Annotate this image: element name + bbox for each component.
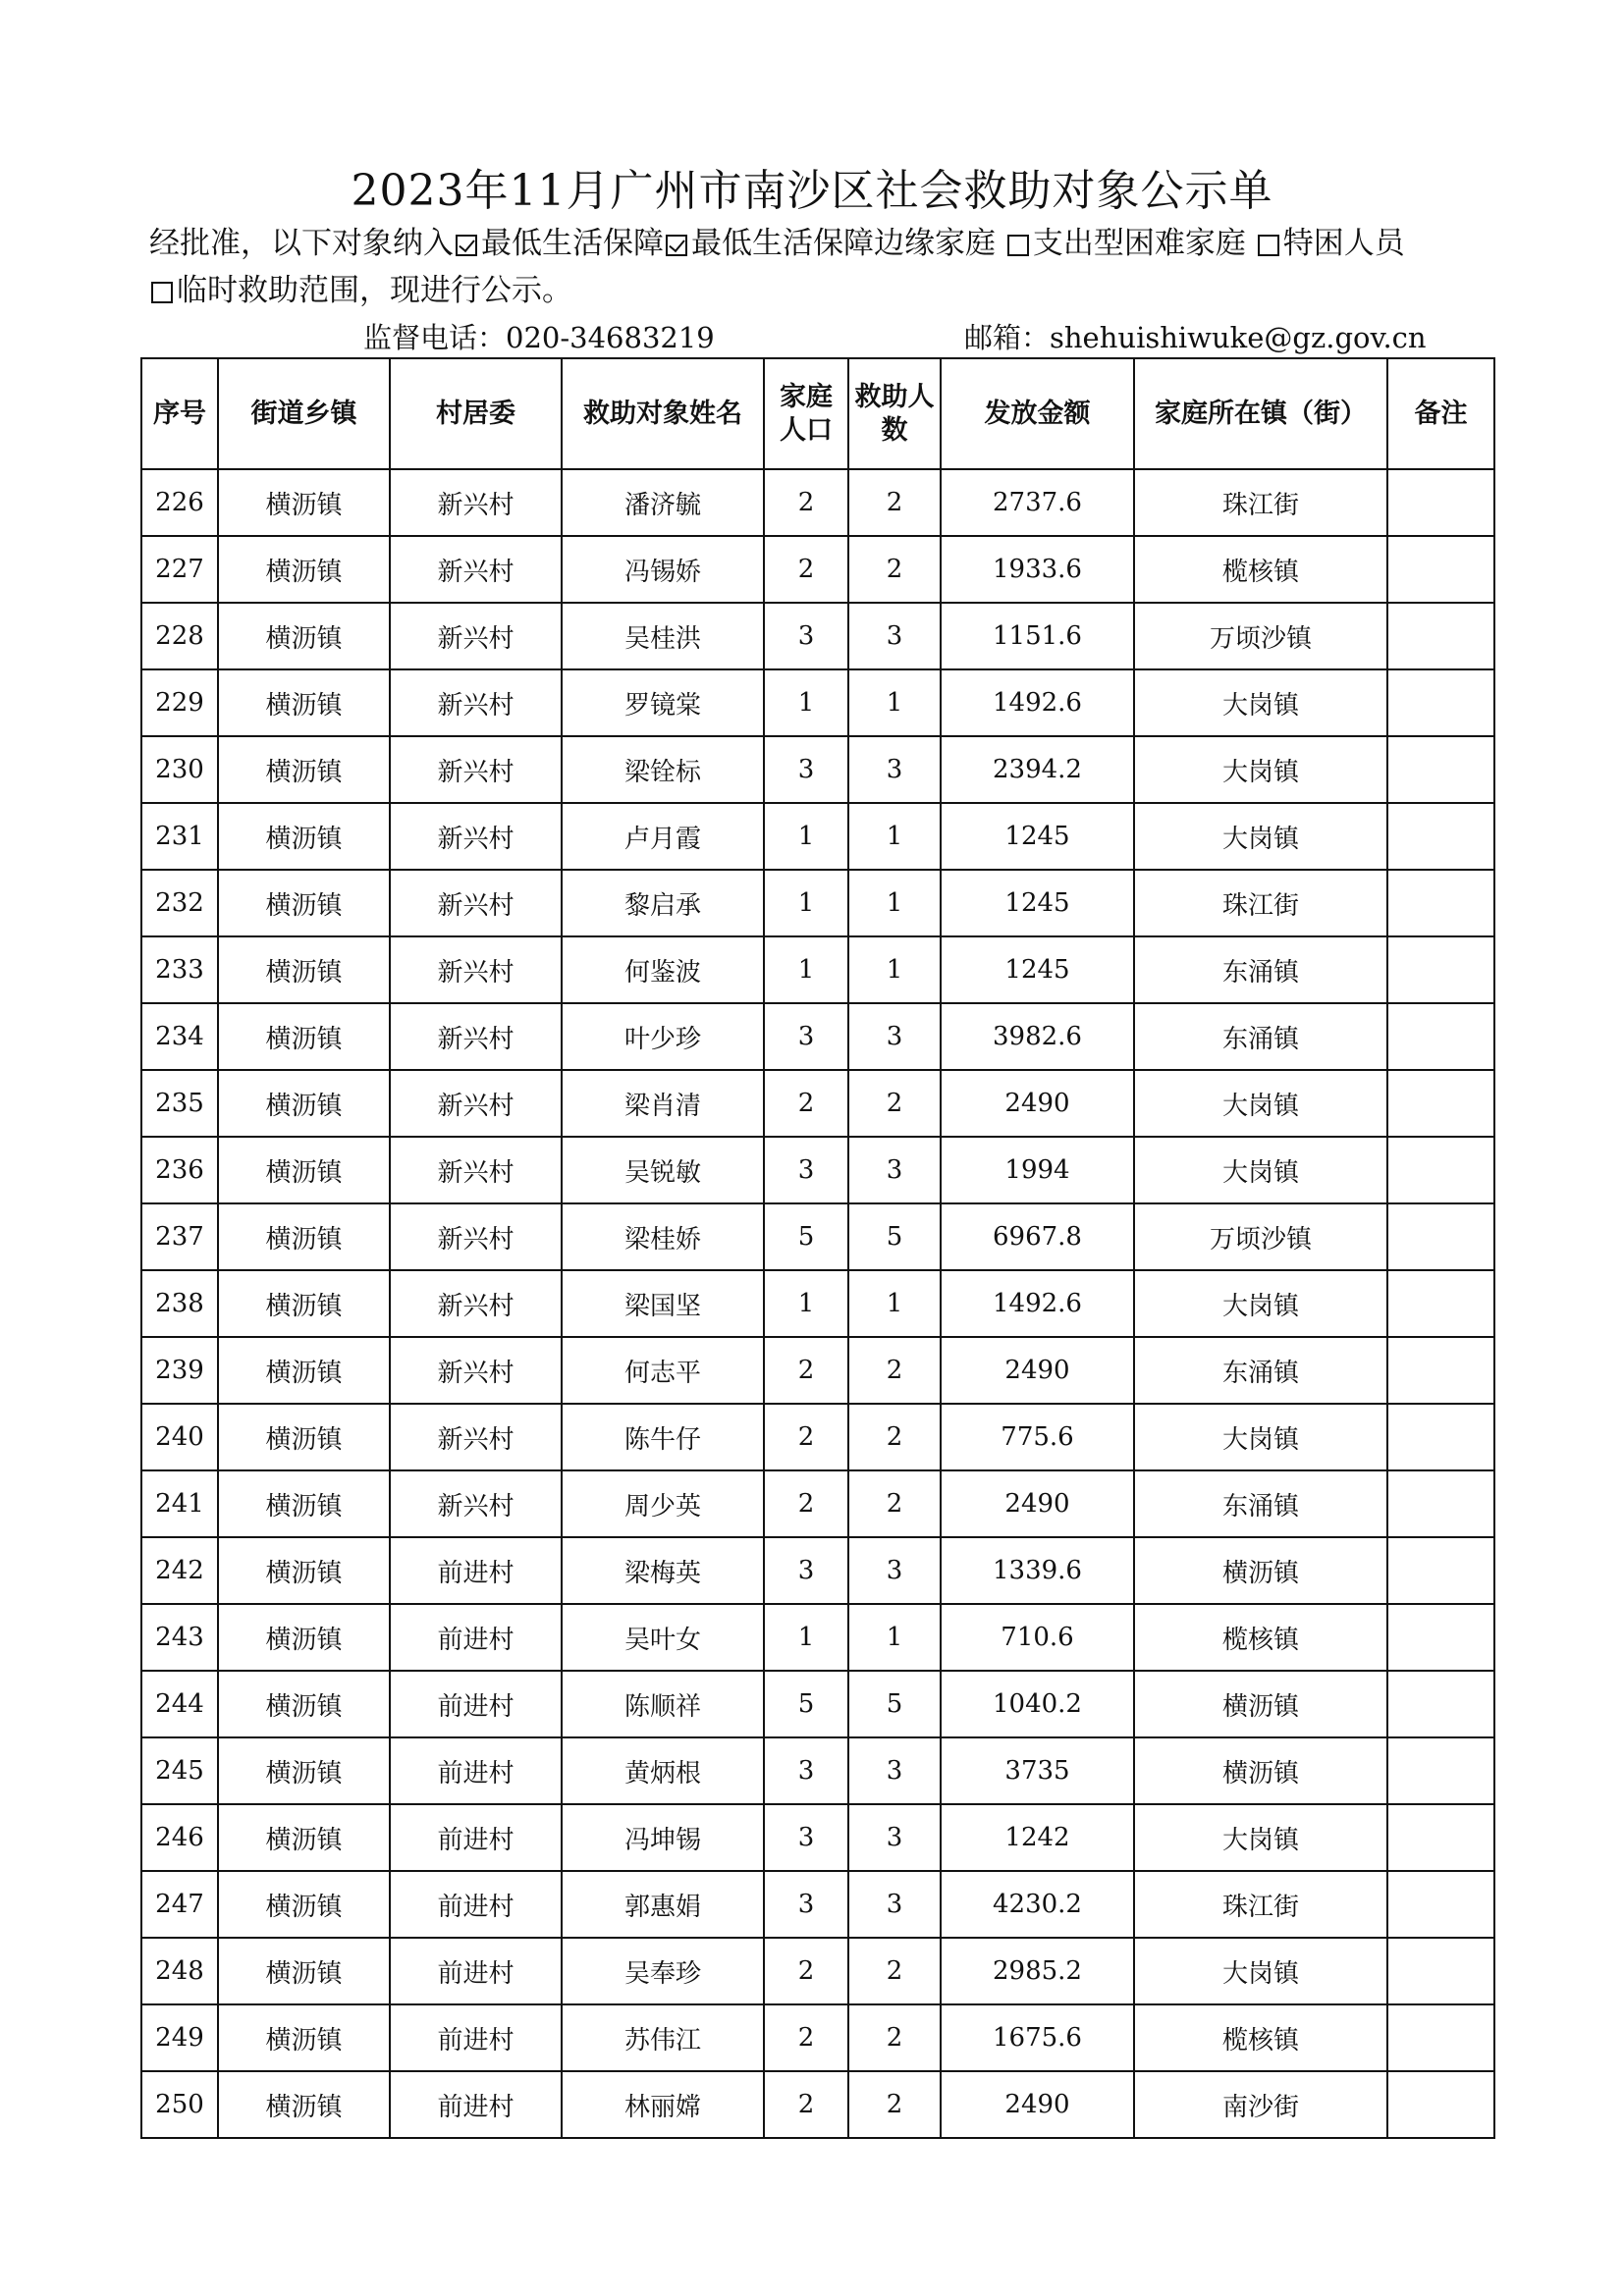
cell-subdistrict: 横沥镇	[218, 1737, 390, 1804]
cell-home-town: 南沙街	[1134, 2071, 1387, 2138]
cell-household-size: 3	[764, 1737, 848, 1804]
table-row	[141, 803, 1494, 870]
cell-village: 新兴村	[390, 603, 562, 669]
cell-village: 前进村	[390, 1871, 562, 1938]
cell-aided-count: 5	[848, 1203, 941, 1270]
cell-recipient-name: 黄炳根	[562, 1737, 764, 1804]
cell-aided-count: 1	[848, 1270, 941, 1337]
cell-home-town: 榄核镇	[1134, 536, 1387, 603]
cell-subdistrict: 横沥镇	[218, 469, 390, 536]
cell-home-town: 大岗镇	[1134, 669, 1387, 736]
cell-household-size: 2	[764, 469, 848, 536]
cell-amount: 1994	[941, 1137, 1134, 1203]
cell-subdistrict: 横沥镇	[218, 803, 390, 870]
cell-serial: 247	[141, 1871, 218, 1938]
cell-serial: 231	[141, 803, 218, 870]
cell-home-town: 榄核镇	[1134, 2004, 1387, 2071]
cell-village: 前进村	[390, 1737, 562, 1804]
cell-amount: 1933.6	[941, 536, 1134, 603]
table-row	[141, 1270, 1494, 1337]
supervision-phone: 监督电话：020-34683219	[363, 321, 715, 354]
cell-serial: 243	[141, 1604, 218, 1671]
option-label: 最低生活保障	[481, 226, 664, 261]
cell-village: 新兴村	[390, 1003, 562, 1070]
cell-village: 前进村	[390, 1938, 562, 2004]
cell-amount: 2490	[941, 1470, 1134, 1537]
cell-home-town: 东涌镇	[1134, 1003, 1387, 1070]
cell-aided-count: 1	[848, 669, 941, 736]
cell-amount: 1151.6	[941, 603, 1134, 669]
table-row	[141, 669, 1494, 736]
cell-household-size: 2	[764, 1404, 848, 1470]
cell-remarks	[1387, 1404, 1494, 1470]
cell-remarks	[1387, 736, 1494, 803]
cell-recipient-name: 叶少珍	[562, 1003, 764, 1070]
cell-subdistrict: 横沥镇	[218, 870, 390, 936]
cell-home-town: 万顷沙镇	[1134, 603, 1387, 669]
table-row	[141, 1003, 1494, 1070]
table-row	[141, 936, 1494, 1003]
cell-household-size: 2	[764, 1070, 848, 1137]
cell-home-town: 东涌镇	[1134, 936, 1387, 1003]
table-header-row	[141, 358, 1494, 469]
cell-amount: 1242	[941, 1804, 1134, 1871]
checkbox-icon	[1007, 235, 1029, 256]
cell-aided-count: 1	[848, 936, 941, 1003]
cell-amount: 2394.2	[941, 736, 1134, 803]
cell-amount: 710.6	[941, 1604, 1134, 1671]
cell-village: 新兴村	[390, 1337, 562, 1404]
header-serial: 序号	[141, 358, 218, 469]
cell-recipient-name: 周少英	[562, 1470, 764, 1537]
cell-serial: 227	[141, 536, 218, 603]
cell-aided-count: 2	[848, 2071, 941, 2138]
cell-subdistrict: 横沥镇	[218, 536, 390, 603]
cell-village: 新兴村	[390, 1270, 562, 1337]
cell-amount: 1492.6	[941, 669, 1134, 736]
option-label: 最低生活保障边缘家庭	[691, 226, 996, 261]
cell-recipient-name: 林丽嫦	[562, 2071, 764, 2138]
cell-household-size: 2	[764, 1938, 848, 2004]
cell-household-size: 5	[764, 1203, 848, 1270]
cell-household-size: 3	[764, 1537, 848, 1604]
cell-household-size: 2	[764, 2004, 848, 2071]
cell-household-size: 3	[764, 1137, 848, 1203]
cell-village: 新兴村	[390, 1404, 562, 1470]
cell-recipient-name: 潘济毓	[562, 469, 764, 536]
cell-aided-count: 2	[848, 1070, 941, 1137]
cell-remarks	[1387, 1604, 1494, 1671]
table-row	[141, 736, 1494, 803]
table-row	[141, 1203, 1494, 1270]
cell-aided-count: 1	[848, 870, 941, 936]
cell-recipient-name: 郭惠娟	[562, 1871, 764, 1938]
cell-subdistrict: 横沥镇	[218, 1938, 390, 2004]
cell-village: 新兴村	[390, 1470, 562, 1537]
contact-email: 邮箱：shehuishiwuke@gz.gov.cn	[964, 321, 1427, 354]
cell-household-size: 3	[764, 603, 848, 669]
cell-remarks	[1387, 1137, 1494, 1203]
cell-amount: 3735	[941, 1737, 1134, 1804]
cell-amount: 1245	[941, 870, 1134, 936]
cell-subdistrict: 横沥镇	[218, 1404, 390, 1470]
cell-recipient-name: 陈牛仔	[562, 1404, 764, 1470]
header-recipient-name: 救助对象姓名	[562, 358, 764, 469]
cell-recipient-name: 吴锐敏	[562, 1137, 764, 1203]
cell-aided-count: 2	[848, 2004, 941, 2071]
cell-subdistrict: 横沥镇	[218, 1137, 390, 1203]
cell-amount: 2490	[941, 1070, 1134, 1137]
cell-subdistrict: 横沥镇	[218, 1671, 390, 1737]
cell-aided-count: 2	[848, 1337, 941, 1404]
cell-village: 前进村	[390, 1537, 562, 1604]
cell-home-town: 大岗镇	[1134, 1137, 1387, 1203]
table-row	[141, 2071, 1494, 2138]
cell-serial: 226	[141, 469, 218, 536]
cell-aided-count: 2	[848, 536, 941, 603]
cell-subdistrict: 横沥镇	[218, 2071, 390, 2138]
cell-aided-count: 2	[848, 1404, 941, 1470]
cell-remarks	[1387, 1671, 1494, 1737]
cell-serial: 228	[141, 603, 218, 669]
table-row	[141, 1470, 1494, 1537]
cell-remarks	[1387, 2004, 1494, 2071]
cell-home-town: 大岗镇	[1134, 803, 1387, 870]
cell-subdistrict: 横沥镇	[218, 1871, 390, 1938]
header-subdistrict: 街道乡镇	[218, 358, 390, 469]
cell-home-town: 大岗镇	[1134, 1804, 1387, 1871]
cell-recipient-name: 梁铨标	[562, 736, 764, 803]
cell-serial: 241	[141, 1470, 218, 1537]
cell-remarks	[1387, 803, 1494, 870]
cell-aided-count: 3	[848, 1737, 941, 1804]
cell-village: 新兴村	[390, 536, 562, 603]
table-row	[141, 1070, 1494, 1137]
cell-serial: 245	[141, 1737, 218, 1804]
cell-household-size: 3	[764, 1804, 848, 1871]
page-title: 2023年11月广州市南沙区社会救助对象公示单	[351, 166, 1273, 216]
table-row	[141, 1137, 1494, 1203]
cell-village: 前进村	[390, 1604, 562, 1671]
option-label: 特困人员	[1282, 226, 1405, 261]
cell-home-town: 榄核镇	[1134, 1604, 1387, 1671]
intro-lead: 经批准，以下对象纳入	[149, 226, 454, 261]
cell-subdistrict: 横沥镇	[218, 1604, 390, 1671]
cell-household-size: 3	[764, 736, 848, 803]
cell-recipient-name: 吴叶女	[562, 1604, 764, 1671]
cell-aided-count: 2	[848, 469, 941, 536]
cell-village: 前进村	[390, 2071, 562, 2138]
table-row	[141, 1737, 1494, 1804]
cell-home-town: 东涌镇	[1134, 1470, 1387, 1537]
header-village: 村居委	[390, 358, 562, 469]
cell-serial: 238	[141, 1270, 218, 1337]
aid-recipients-table	[140, 357, 1495, 2139]
cell-home-town: 大岗镇	[1134, 1270, 1387, 1337]
cell-recipient-name: 吴桂洪	[562, 603, 764, 669]
cell-remarks	[1387, 1070, 1494, 1137]
cell-home-town: 万顷沙镇	[1134, 1203, 1387, 1270]
cell-subdistrict: 横沥镇	[218, 1470, 390, 1537]
cell-village: 新兴村	[390, 469, 562, 536]
cell-village: 新兴村	[390, 870, 562, 936]
cell-remarks	[1387, 1537, 1494, 1604]
cell-remarks	[1387, 536, 1494, 603]
cell-remarks	[1387, 2071, 1494, 2138]
cell-recipient-name: 黎启承	[562, 870, 764, 936]
table-row	[141, 1404, 1494, 1470]
cell-recipient-name: 梁桂娇	[562, 1203, 764, 1270]
cell-serial: 234	[141, 1003, 218, 1070]
cell-serial: 239	[141, 1337, 218, 1404]
checkbox-icon	[1258, 235, 1279, 256]
cell-household-size: 2	[764, 1470, 848, 1537]
header-home-town: 家庭所在镇（街）	[1134, 358, 1387, 469]
table-row	[141, 1537, 1494, 1604]
cell-aided-count: 1	[848, 1604, 941, 1671]
cell-amount: 775.6	[941, 1404, 1134, 1470]
cell-household-size: 1	[764, 936, 848, 1003]
cell-village: 新兴村	[390, 1203, 562, 1270]
cell-recipient-name: 罗镜棠	[562, 669, 764, 736]
cell-serial: 230	[141, 736, 218, 803]
cell-serial: 240	[141, 1404, 218, 1470]
cell-home-town: 东涌镇	[1134, 1337, 1387, 1404]
table-row	[141, 1938, 1494, 2004]
cell-amount: 1040.2	[941, 1671, 1134, 1737]
cell-recipient-name: 梁肖清	[562, 1070, 764, 1137]
cell-subdistrict: 横沥镇	[218, 1003, 390, 1070]
cell-home-town: 横沥镇	[1134, 1671, 1387, 1737]
cell-household-size: 1	[764, 669, 848, 736]
intro-tail: ，现进行公示。	[359, 273, 572, 308]
cell-remarks	[1387, 1203, 1494, 1270]
cell-recipient-name: 卢月霞	[562, 803, 764, 870]
cell-recipient-name: 陈顺祥	[562, 1671, 764, 1737]
cell-recipient-name: 梁国坚	[562, 1270, 764, 1337]
cell-serial: 250	[141, 2071, 218, 2138]
cell-recipient-name: 梁梅英	[562, 1537, 764, 1604]
table-row	[141, 1871, 1494, 1938]
cell-recipient-name: 何鉴波	[562, 936, 764, 1003]
cell-household-size: 2	[764, 1337, 848, 1404]
cell-amount: 3982.6	[941, 1003, 1134, 1070]
cell-aided-count: 3	[848, 1871, 941, 1938]
cell-aided-count: 1	[848, 803, 941, 870]
cell-serial: 235	[141, 1070, 218, 1137]
cell-household-size: 2	[764, 536, 848, 603]
cell-household-size: 2	[764, 2071, 848, 2138]
cell-serial: 233	[141, 936, 218, 1003]
header-aided-count: 救助人数	[848, 358, 941, 469]
option-label: 支出型困难家庭	[1032, 226, 1246, 261]
cell-household-size: 1	[764, 1604, 848, 1671]
cell-aided-count: 2	[848, 1938, 941, 2004]
cell-remarks	[1387, 1804, 1494, 1871]
cell-recipient-name: 何志平	[562, 1337, 764, 1404]
cell-home-town: 横沥镇	[1134, 1737, 1387, 1804]
cell-remarks	[1387, 1737, 1494, 1804]
cell-home-town: 珠江街	[1134, 469, 1387, 536]
cell-village: 前进村	[390, 1804, 562, 1871]
cell-serial: 242	[141, 1537, 218, 1604]
cell-subdistrict: 横沥镇	[218, 1203, 390, 1270]
option-label: 临时救助范围	[177, 273, 359, 308]
table-row	[141, 536, 1494, 603]
cell-village: 新兴村	[390, 669, 562, 736]
cell-amount: 2490	[941, 1337, 1134, 1404]
cell-subdistrict: 横沥镇	[218, 2004, 390, 2071]
cell-home-town: 珠江街	[1134, 870, 1387, 936]
cell-amount: 1492.6	[941, 1270, 1134, 1337]
cell-subdistrict: 横沥镇	[218, 603, 390, 669]
checkbox-icon	[151, 282, 173, 303]
cell-village: 新兴村	[390, 803, 562, 870]
cell-remarks	[1387, 870, 1494, 936]
cell-household-size: 5	[764, 1671, 848, 1737]
cell-remarks	[1387, 1470, 1494, 1537]
cell-subdistrict: 横沥镇	[218, 1537, 390, 1604]
cell-amount: 2490	[941, 2071, 1134, 2138]
cell-home-town: 大岗镇	[1134, 1404, 1387, 1470]
cell-household-size: 1	[764, 1270, 848, 1337]
cell-amount: 1245	[941, 803, 1134, 870]
table-row	[141, 469, 1494, 536]
cell-aided-count: 3	[848, 736, 941, 803]
cell-remarks	[1387, 603, 1494, 669]
cell-remarks	[1387, 469, 1494, 536]
cell-subdistrict: 横沥镇	[218, 1070, 390, 1137]
table-row	[141, 1604, 1494, 1671]
cell-serial: 244	[141, 1671, 218, 1737]
cell-aided-count: 3	[848, 603, 941, 669]
cell-village: 新兴村	[390, 936, 562, 1003]
cell-remarks	[1387, 1871, 1494, 1938]
table-row	[141, 1337, 1494, 1404]
cell-home-town: 大岗镇	[1134, 1938, 1387, 2004]
cell-amount: 1245	[941, 936, 1134, 1003]
cell-household-size: 1	[764, 870, 848, 936]
cell-household-size: 3	[764, 1003, 848, 1070]
cell-aided-count: 3	[848, 1804, 941, 1871]
cell-remarks	[1387, 1337, 1494, 1404]
cell-aided-count: 2	[848, 1470, 941, 1537]
cell-home-town: 横沥镇	[1134, 1537, 1387, 1604]
cell-remarks	[1387, 1938, 1494, 2004]
cell-aided-count: 3	[848, 1003, 941, 1070]
cell-amount: 2985.2	[941, 1938, 1134, 2004]
cell-amount: 6967.8	[941, 1203, 1134, 1270]
cell-serial: 248	[141, 1938, 218, 2004]
cell-subdistrict: 横沥镇	[218, 736, 390, 803]
cell-aided-count: 3	[848, 1137, 941, 1203]
cell-recipient-name: 苏伟江	[562, 2004, 764, 2071]
cell-recipient-name: 冯坤锡	[562, 1804, 764, 1871]
cell-subdistrict: 横沥镇	[218, 1270, 390, 1337]
table-row	[141, 1671, 1494, 1737]
cell-amount: 2737.6	[941, 469, 1134, 536]
cell-remarks	[1387, 936, 1494, 1003]
cell-village: 新兴村	[390, 1137, 562, 1203]
cell-household-size: 1	[764, 803, 848, 870]
cell-serial: 246	[141, 1804, 218, 1871]
cell-village: 新兴村	[390, 736, 562, 803]
cell-serial: 249	[141, 2004, 218, 2071]
cell-village: 前进村	[390, 1671, 562, 1737]
cell-amount: 1675.6	[941, 2004, 1134, 2071]
checkbox-icon	[666, 235, 687, 256]
cell-serial: 237	[141, 1203, 218, 1270]
cell-home-town: 大岗镇	[1134, 1070, 1387, 1137]
cell-subdistrict: 横沥镇	[218, 1804, 390, 1871]
table-row	[141, 1804, 1494, 1871]
cell-serial: 229	[141, 669, 218, 736]
cell-subdistrict: 横沥镇	[218, 1337, 390, 1404]
cell-remarks	[1387, 1003, 1494, 1070]
cell-serial: 236	[141, 1137, 218, 1203]
cell-home-town: 大岗镇	[1134, 736, 1387, 803]
cell-recipient-name: 吴奉珍	[562, 1938, 764, 2004]
cell-subdistrict: 横沥镇	[218, 936, 390, 1003]
cell-village: 新兴村	[390, 1070, 562, 1137]
cell-amount: 4230.2	[941, 1871, 1134, 1938]
checkbox-icon	[456, 235, 477, 256]
cell-household-size: 3	[764, 1871, 848, 1938]
table-row	[141, 870, 1494, 936]
cell-recipient-name: 冯锡娇	[562, 536, 764, 603]
cell-subdistrict: 横沥镇	[218, 669, 390, 736]
cell-remarks	[1387, 669, 1494, 736]
cell-aided-count: 3	[848, 1537, 941, 1604]
header-amount: 发放金额	[941, 358, 1134, 469]
header-household-size: 家庭人口	[764, 358, 848, 469]
header-remarks: 备注	[1387, 358, 1494, 469]
cell-remarks	[1387, 1270, 1494, 1337]
cell-home-town: 珠江街	[1134, 1871, 1387, 1938]
table-row	[141, 2004, 1494, 2071]
cell-amount: 1339.6	[941, 1537, 1134, 1604]
intro-paragraph	[149, 220, 1524, 314]
cell-serial: 232	[141, 870, 218, 936]
cell-village: 前进村	[390, 2004, 562, 2071]
table-row	[141, 603, 1494, 669]
cell-aided-count: 5	[848, 1671, 941, 1737]
